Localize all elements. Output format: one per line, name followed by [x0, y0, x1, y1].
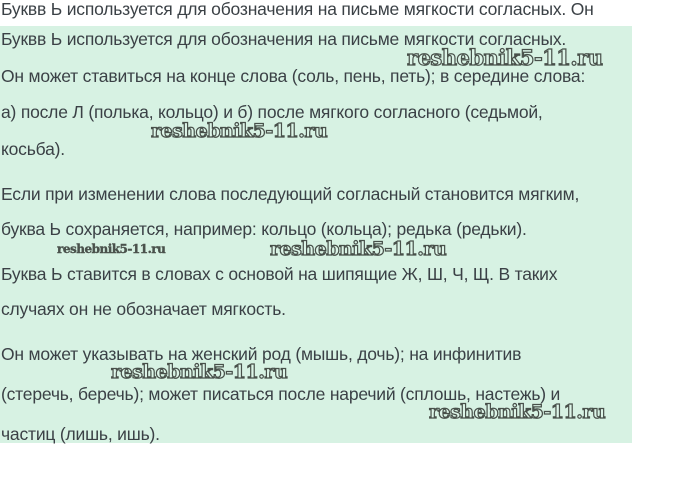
text-line: (стеречь, беречь); может писаться после наречий (сплошь, настежь) и — [1, 384, 561, 404]
text-line: Если при изменении слова последующий согласный становится мягким, — [1, 184, 580, 204]
text-line: а) после Л (полька, кольцо) и б) после мягкого согласного (седьмой, — [1, 102, 543, 122]
clipped-top-text-line: Буквв Ь используется для обозначения на письме мягкости согласных. Он — [1, 0, 594, 19]
text-panel — [0, 26, 632, 443]
watermark: reshebnik5-11.ru — [151, 120, 328, 142]
watermark: reshebnik5-11.ru — [111, 361, 288, 383]
watermark: reshebnik5-11.ru — [429, 401, 606, 423]
watermark: reshebnik5-11.ru — [270, 238, 447, 260]
watermark: reshebnik5-11.ru — [407, 45, 603, 70]
text-line: Буква Ь ставится в словах с основой на шипящие Ж, Ш, Ч, Щ. В таких — [1, 264, 558, 284]
text-line: Он может ставиться на конце слова (соль, пень, петь); в середине слова: — [1, 66, 586, 86]
text-line: Буквв Ь используется для обозначения на письме мягкости согласных. — [1, 29, 567, 49]
watermark-small: reshebnik5-11.ru — [57, 242, 166, 256]
text-line: буква Ь сохраняется, например: кольцо (кольца); редька (редьки). — [1, 219, 527, 239]
text-line: случаях он не обозначает мягкость. — [1, 299, 286, 319]
text-line: частиц (лишь, ишь). — [1, 424, 160, 444]
text-line: Он может указывать на женский род (мышь, дочь); на инфинитив — [1, 344, 522, 364]
text-line: косьба). — [1, 139, 65, 159]
